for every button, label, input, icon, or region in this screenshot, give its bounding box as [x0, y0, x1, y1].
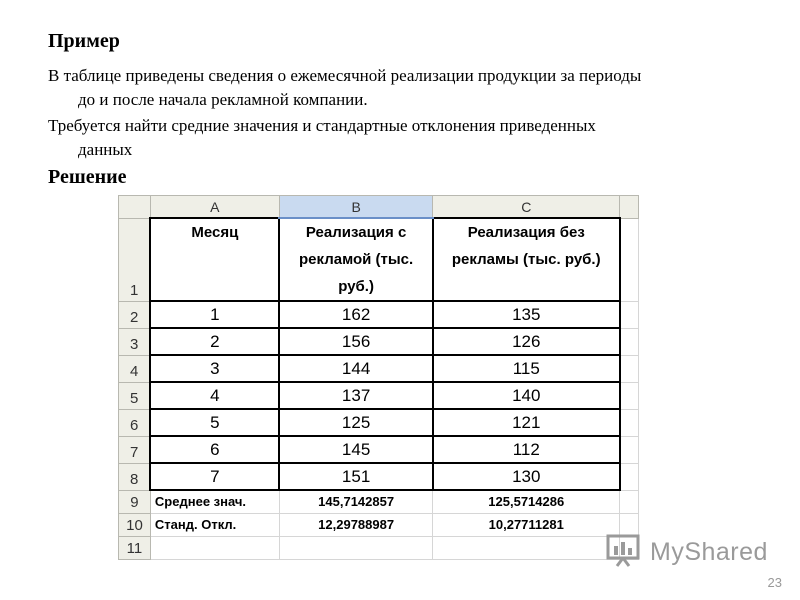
- cell-month[interactable]: 5: [150, 409, 279, 436]
- column-header-c[interactable]: C: [433, 196, 620, 219]
- row-number[interactable]: 8: [119, 463, 151, 490]
- column-header-d[interactable]: [620, 196, 639, 219]
- cell-summary-label[interactable]: Среднее знач.: [150, 490, 279, 513]
- cell-with-ads[interactable]: 162: [279, 301, 433, 328]
- table-row: [119, 355, 639, 382]
- cell-with-ads[interactable]: 125: [279, 409, 433, 436]
- empty-cell[interactable]: [620, 355, 639, 382]
- cell-without-ads[interactable]: 112: [433, 436, 620, 463]
- row-number[interactable]: 1: [119, 218, 151, 301]
- header-cell-month[interactable]: Месяц: [150, 218, 279, 301]
- empty-cell[interactable]: [620, 490, 639, 513]
- cell-without-ads[interactable]: 135: [433, 301, 620, 328]
- row-number[interactable]: 5: [119, 382, 151, 409]
- select-all-corner[interactable]: [119, 196, 151, 219]
- cell-mean-without-ads[interactable]: 125,5714286: [433, 490, 620, 513]
- cell-stdev-without-ads[interactable]: 10,27711281: [433, 513, 620, 536]
- myshared-logo: [606, 532, 768, 572]
- myshared-logo-icon: [606, 532, 644, 573]
- task-paragraph: [48, 114, 768, 162]
- cell-month[interactable]: 7: [150, 463, 279, 490]
- description-paragraph: [48, 64, 768, 112]
- table-row: [119, 382, 639, 409]
- row-number[interactable]: 11: [119, 536, 151, 559]
- summary-row-stdev: [119, 513, 639, 536]
- header-cell-with-ads[interactable]: Реализация с рекламой (тыс. руб.): [279, 218, 433, 301]
- empty-cell[interactable]: [620, 382, 639, 409]
- empty-cell[interactable]: [150, 536, 279, 559]
- row-number[interactable]: 9: [119, 490, 151, 513]
- table-row: [119, 328, 639, 355]
- row-number[interactable]: 6: [119, 409, 151, 436]
- cell-summary-label[interactable]: Станд. Откл.: [150, 513, 279, 536]
- row-number[interactable]: 4: [119, 355, 151, 382]
- cell-month[interactable]: 2: [150, 328, 279, 355]
- cell-without-ads[interactable]: 121: [433, 409, 620, 436]
- column-header-a[interactable]: A: [150, 196, 279, 219]
- description-line-2: до и после начала рекламной компании.: [78, 90, 368, 109]
- table-row: [119, 301, 639, 328]
- empty-cell[interactable]: [433, 536, 620, 559]
- table-row: [119, 436, 639, 463]
- header-cell-without-ads[interactable]: Реализация без рекламы (тыс. руб.): [433, 218, 620, 301]
- task-line-1: Требуется найти средние значения и стандартные отклонения приведенных: [48, 116, 596, 135]
- cell-mean-with-ads[interactable]: 145,7142857: [279, 490, 433, 513]
- empty-cell[interactable]: [620, 409, 639, 436]
- cell-month[interactable]: 6: [150, 436, 279, 463]
- row-number[interactable]: 10: [119, 513, 151, 536]
- summary-row-mean: [119, 490, 639, 513]
- cell-without-ads[interactable]: 130: [433, 463, 620, 490]
- cell-without-ads[interactable]: 126: [433, 328, 620, 355]
- cell-stdev-with-ads[interactable]: 12,29788987: [279, 513, 433, 536]
- table-row: [119, 463, 639, 490]
- row-number[interactable]: 2: [119, 301, 151, 328]
- empty-cell[interactable]: [620, 463, 639, 490]
- task-line-2: данных: [78, 140, 133, 159]
- myshared-logo-text: MyShared: [650, 537, 768, 566]
- row-number[interactable]: 3: [119, 328, 151, 355]
- empty-cell[interactable]: [620, 328, 639, 355]
- cell-without-ads[interactable]: 140: [433, 382, 620, 409]
- cell-with-ads[interactable]: 144: [279, 355, 433, 382]
- cell-month[interactable]: 1: [150, 301, 279, 328]
- empty-cell[interactable]: [620, 301, 639, 328]
- slide-title: Пример: [48, 30, 120, 52]
- spreadsheet-grid: [118, 195, 639, 560]
- table-row: [119, 409, 639, 436]
- page-number: 23: [767, 575, 782, 590]
- table-row-empty: [119, 536, 639, 559]
- empty-cell[interactable]: [620, 436, 639, 463]
- cell-with-ads[interactable]: 145: [279, 436, 433, 463]
- row-number[interactable]: 7: [119, 436, 151, 463]
- column-header-b[interactable]: B: [279, 196, 433, 219]
- solution-heading: Решение: [48, 166, 127, 188]
- column-header-row: [119, 196, 639, 219]
- cell-month[interactable]: 4: [150, 382, 279, 409]
- cell-with-ads[interactable]: 156: [279, 328, 433, 355]
- cell-without-ads[interactable]: 115: [433, 355, 620, 382]
- cell-month[interactable]: 3: [150, 355, 279, 382]
- empty-cell[interactable]: [620, 218, 639, 301]
- cell-with-ads[interactable]: 151: [279, 463, 433, 490]
- spreadsheet: [118, 195, 639, 557]
- description-line-1: В таблице приведены сведения о ежемесячной реализации продукции за периоды: [48, 66, 642, 85]
- empty-cell[interactable]: [279, 536, 433, 559]
- cell-with-ads[interactable]: 137: [279, 382, 433, 409]
- table-header-row: [119, 218, 639, 301]
